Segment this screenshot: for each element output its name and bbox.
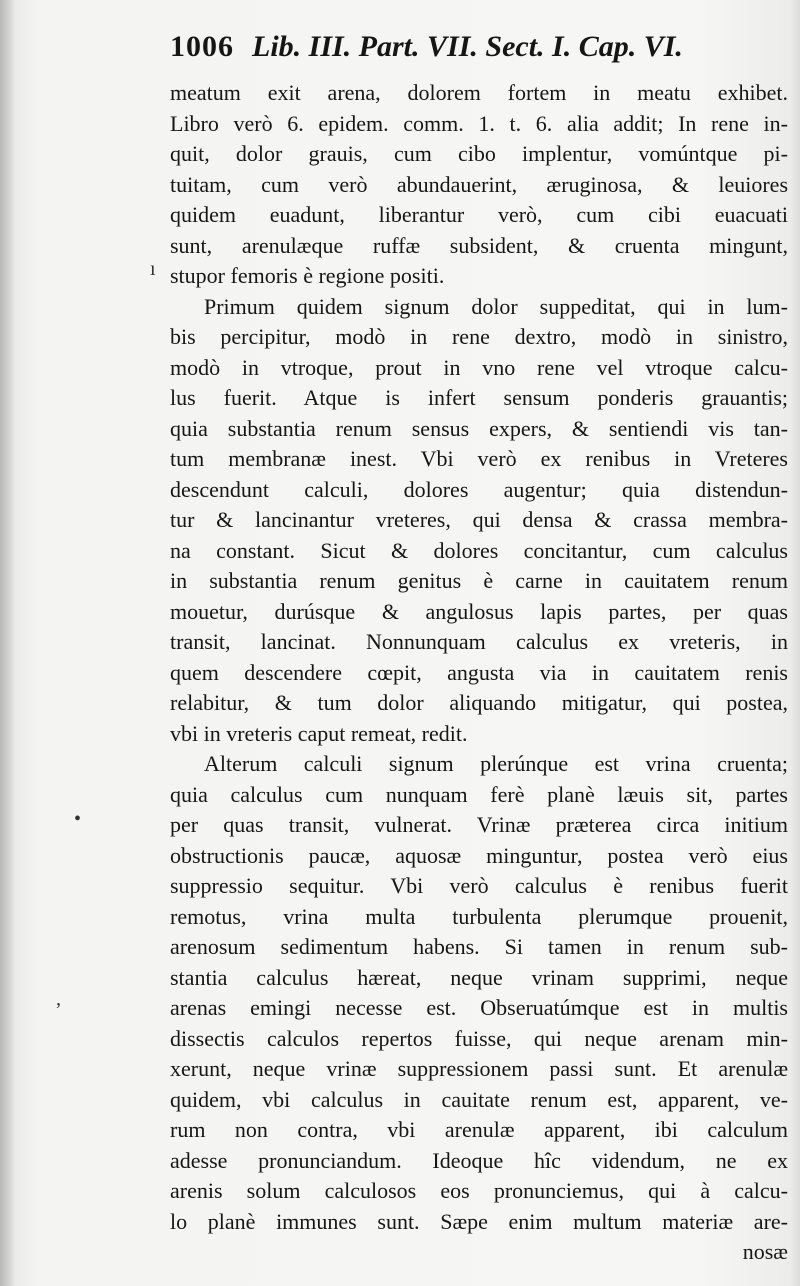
text-line: lus fuerit. Atque is infert sensum ponderis grauantis;	[170, 385, 788, 410]
text-line: suppressio sequitur. Vbi verò calculus è renibus fuerit	[170, 873, 788, 898]
running-head: Lib. III. Part. VII. Sect. I. Cap. VI.	[252, 30, 683, 63]
text-line: dissectis calculos repertos fuisse, qui neque arenam min-	[170, 1025, 788, 1051]
page-gutter	[0, 0, 14, 1286]
catchword: nosæ	[742, 1239, 788, 1264]
text-line: arenosum sedimentum habens. Si tamen in renum sub-	[170, 934, 788, 959]
text-line: tuitam, cum verò abundauerint, æruginosa, & leuiores	[170, 171, 788, 197]
text-line: obstructionis paucæ, aquosæ minguntur, postea verò eius	[170, 842, 788, 868]
text-line: remotus, vrina multa turbulenta plerumque prouenit,	[170, 903, 788, 929]
text-line: bis percipitur, modò in rene dextro, modò in sinistro,	[170, 324, 788, 349]
text-line: mouetur, durúsque & angulosus lapis partes, per quas	[170, 598, 788, 624]
text-line: vbi in vreteris caput remeat, redit.	[170, 720, 468, 746]
text-line: quem descendere cœpit, angusta via in cauitatem renis	[170, 659, 788, 685]
text-line: Primum quidem signum dolor suppeditat, qui in lum-	[204, 293, 788, 319]
text-line: adesse pronunciandum. Ideoque hîc videndum, ne ex	[170, 1147, 788, 1173]
text-line: quit, dolor grauis, cum cibo implentur, vomúntque pi-	[170, 141, 788, 166]
page-header	[170, 30, 790, 80]
text-line: sunt, arenulæque ruffæ subsident, & cruenta mingunt,	[170, 232, 788, 258]
text-line: per quas transit, vulnerat. Vrinæ præterea circa initium	[170, 812, 788, 837]
text-line: quia calculus cum nunquam ferè planè læuis sit, partes	[170, 781, 788, 807]
text-line: transit, lancinat. Nonnunquam calculus ex vreteris, in	[170, 629, 788, 654]
text-line: quia substantia renum sensus expers, & sentiendi vis tan-	[170, 415, 788, 441]
text-line: stantia calculus hæreat, neque vrinam supprimi, neque	[170, 964, 788, 990]
margin-mark: •	[74, 808, 82, 830]
text-line: descendunt calculi, dolores augentur; quia distendun-	[170, 476, 788, 502]
text-line: na constant. Sicut & dolores concitantur, cum calculus	[170, 537, 788, 563]
page-number: 1006	[170, 30, 234, 63]
text-line: arenis solum calculosos eos pronunciemus, qui à calcu-	[170, 1178, 788, 1203]
text-line: meatum exit arena, dolorem fortem in meatu exhibet.	[170, 80, 788, 105]
text-line: tum membranæ inest. Vbi verò ex renibus in Vreteres	[170, 446, 788, 471]
text-line: tur & lancinantur vreteres, qui densa & crassa membra-	[170, 507, 788, 532]
text-line: quidem euadunt, liberantur verò, cum cibi euacuati	[170, 202, 788, 227]
text-line: Alterum calculi signum plerúnque est vrina cruenta;	[204, 751, 788, 776]
text-line: in substantia renum genitus è carne in cauitatem renum	[170, 568, 788, 593]
margin-mark: ,	[56, 988, 61, 1010]
text-line: modò in vtroque, prout in vno rene vel vtroque calcu-	[170, 354, 788, 380]
text-line: quidem, vbi calculus in cauitate renum est, apparent, ve-	[170, 1086, 788, 1112]
body-text	[170, 78, 788, 1268]
text-line: stupor femoris è regione positi.	[170, 263, 445, 288]
text-line: arenas emingi necesse est. Obseruatúmque est in multis	[170, 995, 788, 1020]
text-line: lo planè immunes sunt. Sæpe enim multum materiæ are-	[170, 1208, 788, 1234]
text-line: relabitur, & tum dolor aliquando mitigatur, qui postea,	[170, 690, 788, 715]
text-line: Libro verò 6. epidem. comm. 1. t. 6. alia addit; In rene in-	[170, 110, 788, 136]
text-line: rum non contra, vbi arenulæ apparent, ibi calculum	[170, 1117, 788, 1142]
margin-mark: ı	[150, 258, 156, 280]
text-line: xerunt, neque vrinæ suppressionem passi sunt. Et arenulæ	[170, 1056, 788, 1081]
